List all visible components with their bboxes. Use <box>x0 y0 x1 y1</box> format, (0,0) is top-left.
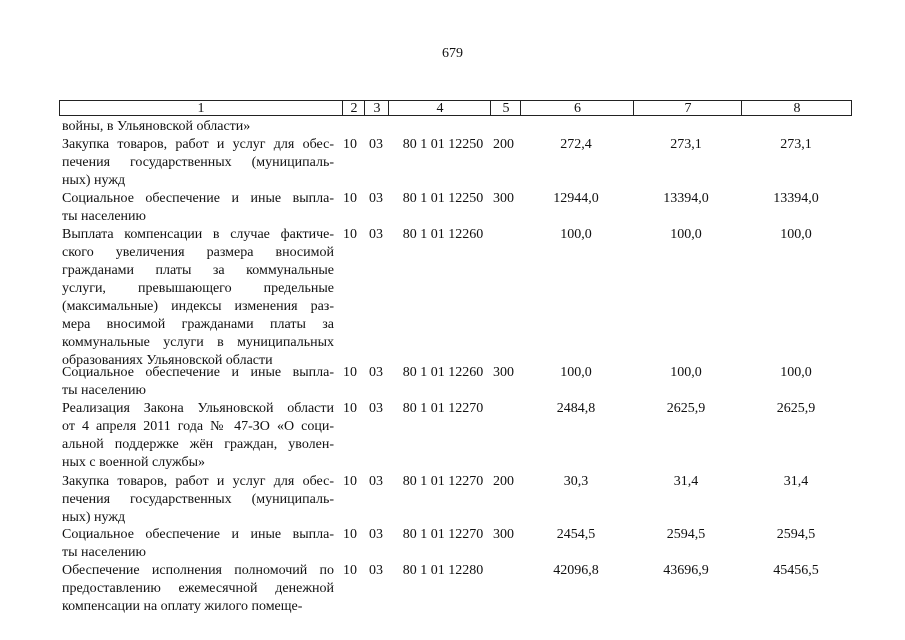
description-line: услуги, превышающего предельные <box>62 281 334 296</box>
cell-c3: 03 <box>369 365 383 380</box>
cell-c2: 10 <box>343 365 357 380</box>
cell-c2: 10 <box>343 474 357 489</box>
description-line: компенсации на оплату жилого помеще- <box>62 599 303 614</box>
header-col-5: 5 <box>490 101 521 115</box>
description-line: Закупка товаров, работ и услуг для обес- <box>62 137 334 152</box>
cell-c7: 273,1 <box>670 137 702 152</box>
header-col-3: 3 <box>364 101 389 115</box>
cell-c3: 03 <box>369 227 383 242</box>
page-number: 679 <box>442 46 463 61</box>
description-line: печения государственных (муниципаль- <box>62 155 334 170</box>
cell-c5: 300 <box>493 365 514 380</box>
cell-c7: 100,0 <box>670 365 702 380</box>
cell-c6: 100,0 <box>560 227 592 242</box>
cell-c5: 200 <box>493 474 514 489</box>
row-description <box>62 118 334 136</box>
description-line: Социальное обеспечение и иные выпла- <box>62 365 334 380</box>
description-line: ты населению <box>62 209 146 224</box>
cell-c8: 2625,9 <box>776 401 816 416</box>
cell-c3: 03 <box>369 563 383 578</box>
row-description <box>62 226 334 370</box>
cell-c6: 30,3 <box>563 474 589 489</box>
cell-c7: 13394,0 <box>663 191 709 206</box>
row-description <box>62 136 334 190</box>
description-line: Социальное обеспечение и иные выпла- <box>62 527 334 542</box>
description-line: предоставлению ежемесячной денежной <box>62 581 334 596</box>
cell-c8: 13394,0 <box>773 191 819 206</box>
header-col-4: 4 <box>388 101 491 115</box>
cell-c3: 03 <box>369 137 383 152</box>
description-line: Выплата компенсации в случае фактиче- <box>62 227 334 242</box>
cell-c8: 2594,5 <box>776 527 816 542</box>
cell-c2: 10 <box>343 191 357 206</box>
cell-c3: 03 <box>369 401 383 416</box>
cell-c7: 31,4 <box>673 474 699 489</box>
cell-c8: 31,4 <box>783 474 809 489</box>
description-line: альной поддержке жён граждан, уволен- <box>62 437 334 452</box>
description-line: Обеспечение исполнения полномочий по <box>62 563 334 578</box>
cell-c8: 100,0 <box>780 227 812 242</box>
cell-c6: 12944,0 <box>553 191 599 206</box>
description-line: гражданами платы за коммунальные <box>62 263 334 278</box>
cell-c4: 80 1 01 12250 <box>402 191 484 206</box>
description-line: коммунальные услуги в муниципальных <box>62 335 334 350</box>
cell-c7: 43696,9 <box>663 563 709 578</box>
description-line: мера вносимой гражданами платы за <box>62 317 334 332</box>
description-line: ных) нужд <box>62 510 126 525</box>
cell-c6: 2454,5 <box>556 527 596 542</box>
header-col-1: 1 <box>197 101 205 116</box>
cell-c7: 100,0 <box>670 227 702 242</box>
cell-c6: 42096,8 <box>553 563 599 578</box>
row-description <box>62 473 334 527</box>
cell-c2: 10 <box>343 563 357 578</box>
cell-c7: 2625,9 <box>666 401 706 416</box>
cell-c4: 80 1 01 12270 <box>402 401 484 416</box>
cell-c4: 80 1 01 12250 <box>402 137 484 152</box>
description-line: от 4 апреля 2011 года № 47-ЗО «О соци- <box>62 419 334 434</box>
cell-c4: 80 1 01 12260 <box>402 365 484 380</box>
cell-c5: 200 <box>493 137 514 152</box>
cell-c2: 10 <box>343 401 357 416</box>
description-line: Закупка товаров, работ и услуг для обес- <box>62 474 334 489</box>
cell-c5: 300 <box>493 191 514 206</box>
cell-c8: 100,0 <box>780 365 812 380</box>
row-description <box>62 364 334 400</box>
description-line: ных) нужд <box>62 173 126 188</box>
cell-c2: 10 <box>343 137 357 152</box>
description-line: ты населению <box>62 383 146 398</box>
header-col-6: 6 <box>520 101 634 115</box>
row-description <box>62 562 334 616</box>
cell-c4: 80 1 01 12260 <box>402 227 484 242</box>
cell-c3: 03 <box>369 474 383 489</box>
row-description <box>62 190 334 226</box>
cell-c8: 45456,5 <box>773 563 819 578</box>
header-col-8: 8 <box>741 101 852 115</box>
cell-c8: 273,1 <box>780 137 812 152</box>
description-line: ты населению <box>62 545 146 560</box>
header-col-2: 2 <box>342 101 365 115</box>
cell-c5: 300 <box>493 527 514 542</box>
cell-c4: 80 1 01 12280 <box>402 563 484 578</box>
cell-c6: 272,4 <box>560 137 592 152</box>
cell-c4: 80 1 01 12270 <box>402 527 484 542</box>
description-line: Социальное обеспечение и иные выпла- <box>62 191 334 206</box>
description-line: Реализация Закона Ульяновской области <box>62 401 334 416</box>
cell-c4: 80 1 01 12270 <box>402 474 484 489</box>
description-line: войны, в Ульяновской области» <box>62 119 251 134</box>
cell-c2: 10 <box>343 527 357 542</box>
description-line: печения государственных (муниципаль- <box>62 492 334 507</box>
cell-c7: 2594,5 <box>666 527 706 542</box>
description-line: ных с военной службы» <box>62 455 206 470</box>
cell-c6: 100,0 <box>560 365 592 380</box>
row-description <box>62 526 334 562</box>
header-col-7: 7 <box>633 101 742 115</box>
cell-c6: 2484,8 <box>556 401 596 416</box>
description-line: ского увеличения размера вносимой <box>62 245 334 260</box>
row-description <box>62 400 334 472</box>
cell-c3: 03 <box>369 191 383 206</box>
cell-c2: 10 <box>343 227 357 242</box>
cell-c3: 03 <box>369 527 383 542</box>
description-line: (максимальные) индексы изменения раз- <box>62 299 334 314</box>
description-line: образованиях Ульяновской области <box>62 353 273 368</box>
table-header <box>59 100 852 116</box>
